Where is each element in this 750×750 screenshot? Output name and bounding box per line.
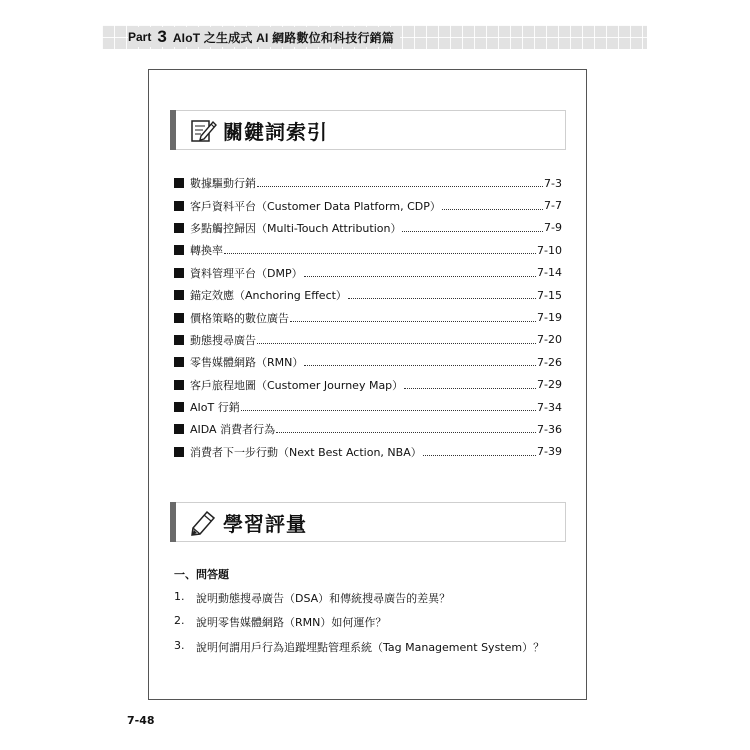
keyword-term: AIDA 消費者行為 bbox=[190, 423, 276, 437]
dot-leader bbox=[404, 387, 536, 389]
keyword-row bbox=[174, 262, 562, 284]
keyword-page: 7-19 bbox=[537, 311, 562, 325]
page-number: 7-48 bbox=[127, 714, 155, 727]
keyword-page: 7-36 bbox=[537, 422, 562, 436]
keyword-term: 動態搜尋廣告 bbox=[190, 333, 256, 347]
dot-leader bbox=[304, 275, 536, 277]
keyword-page: 7-29 bbox=[537, 378, 562, 392]
keyword-page: 7-9 bbox=[544, 221, 562, 235]
keyword-page: 7-20 bbox=[537, 333, 562, 347]
keyword-term: 價格策略的數位廣告 bbox=[190, 311, 289, 325]
keyword-term: 錨定效應（Anchoring Effect） bbox=[190, 289, 347, 303]
header-part-number: 3 bbox=[157, 27, 167, 46]
keyword-row bbox=[174, 217, 562, 239]
keywords-section-title: 關鍵詞索引 bbox=[223, 119, 328, 144]
bullet-square-icon bbox=[174, 201, 184, 211]
question-item bbox=[174, 614, 386, 630]
keyword-page: 7-39 bbox=[537, 445, 562, 459]
dot-leader bbox=[402, 230, 543, 232]
bullet-square-icon bbox=[174, 335, 184, 345]
bullet-square-icon bbox=[174, 313, 184, 323]
keyword-term: 資料管理平台（DMP） bbox=[190, 266, 303, 280]
question-text: 說明何謂用戶行為追蹤埋點管理系統（Tag Management System）？ bbox=[196, 641, 545, 654]
keyword-row bbox=[174, 441, 562, 463]
dot-leader bbox=[257, 185, 543, 187]
running-header bbox=[128, 27, 400, 47]
review-section-title: 學習評量 bbox=[223, 511, 307, 536]
keyword-row bbox=[174, 351, 562, 373]
bullet-square-icon bbox=[174, 178, 184, 188]
keyword-term: 客戶旅程地圖（Customer Journey Map） bbox=[190, 378, 404, 392]
question-text: 說明零售媒體網路（RMN）如何運作？ bbox=[196, 616, 387, 629]
question-number: 1. bbox=[174, 590, 185, 603]
keyword-term: 客戶資料平台（Customer Data Platform, CDP） bbox=[190, 199, 441, 213]
question-number: 2. bbox=[174, 614, 185, 627]
keyword-term: 消費者下一步行動（Next Best Action, NBA） bbox=[190, 445, 422, 459]
bullet-square-icon bbox=[174, 245, 184, 255]
keyword-row bbox=[174, 172, 562, 194]
bullet-square-icon bbox=[174, 357, 184, 367]
dot-leader bbox=[348, 297, 536, 299]
keyword-page: 7-3 bbox=[544, 176, 562, 190]
keyword-row bbox=[174, 194, 562, 216]
question-text: 說明動態搜尋廣告（DSA）和傳統搜尋廣告的差異？ bbox=[196, 592, 451, 605]
keyword-term: 數據驅動行銷 bbox=[190, 177, 256, 191]
keyword-row bbox=[174, 396, 562, 418]
bullet-square-icon bbox=[174, 223, 184, 233]
keyword-term: AIoT 行銷 bbox=[190, 401, 240, 415]
header-title: AIoT 之生成式 AI 網路數位和科技行銷篇 bbox=[172, 30, 395, 45]
bullet-square-icon bbox=[174, 402, 184, 412]
dot-leader bbox=[276, 431, 536, 433]
qa-heading: 一、問答題 bbox=[174, 568, 229, 581]
keyword-page: 7-10 bbox=[537, 243, 562, 257]
keyword-term: 零售媒體網路（RMN） bbox=[190, 356, 304, 370]
dot-leader bbox=[257, 342, 536, 344]
bullet-square-icon bbox=[174, 290, 184, 300]
keyword-row bbox=[174, 418, 562, 440]
bullet-square-icon bbox=[174, 424, 184, 434]
dot-leader bbox=[442, 208, 543, 210]
keyword-row bbox=[174, 374, 562, 396]
keyword-row bbox=[174, 306, 562, 328]
keywords-section-header bbox=[170, 110, 566, 150]
dot-leader bbox=[290, 320, 536, 322]
dot-leader bbox=[241, 409, 536, 411]
keyword-row bbox=[174, 284, 562, 306]
review-section-header bbox=[170, 502, 566, 542]
pencil-notepad-icon bbox=[189, 116, 217, 144]
bullet-square-icon bbox=[174, 447, 184, 457]
question-item bbox=[174, 590, 450, 606]
keyword-term: 轉換率 bbox=[190, 244, 223, 258]
keyword-list bbox=[174, 172, 562, 463]
dot-leader bbox=[423, 454, 536, 456]
keyword-page: 7-15 bbox=[537, 288, 562, 302]
dot-leader bbox=[304, 364, 536, 366]
keyword-page: 7-7 bbox=[544, 199, 562, 213]
keyword-page: 7-34 bbox=[537, 400, 562, 414]
keyword-row bbox=[174, 329, 562, 351]
header-part-label: Part bbox=[128, 30, 152, 44]
keyword-page: 7-26 bbox=[537, 355, 562, 369]
question-item bbox=[174, 639, 544, 655]
keyword-page: 7-14 bbox=[537, 266, 562, 280]
question-number: 3. bbox=[174, 639, 185, 652]
bullet-square-icon bbox=[174, 380, 184, 390]
dot-leader bbox=[224, 252, 536, 254]
bullet-square-icon bbox=[174, 268, 184, 278]
keyword-term: 多點觸控歸因（Multi-Touch Attribution） bbox=[190, 221, 402, 235]
keyword-row bbox=[174, 239, 562, 261]
pencil-icon bbox=[189, 508, 217, 536]
